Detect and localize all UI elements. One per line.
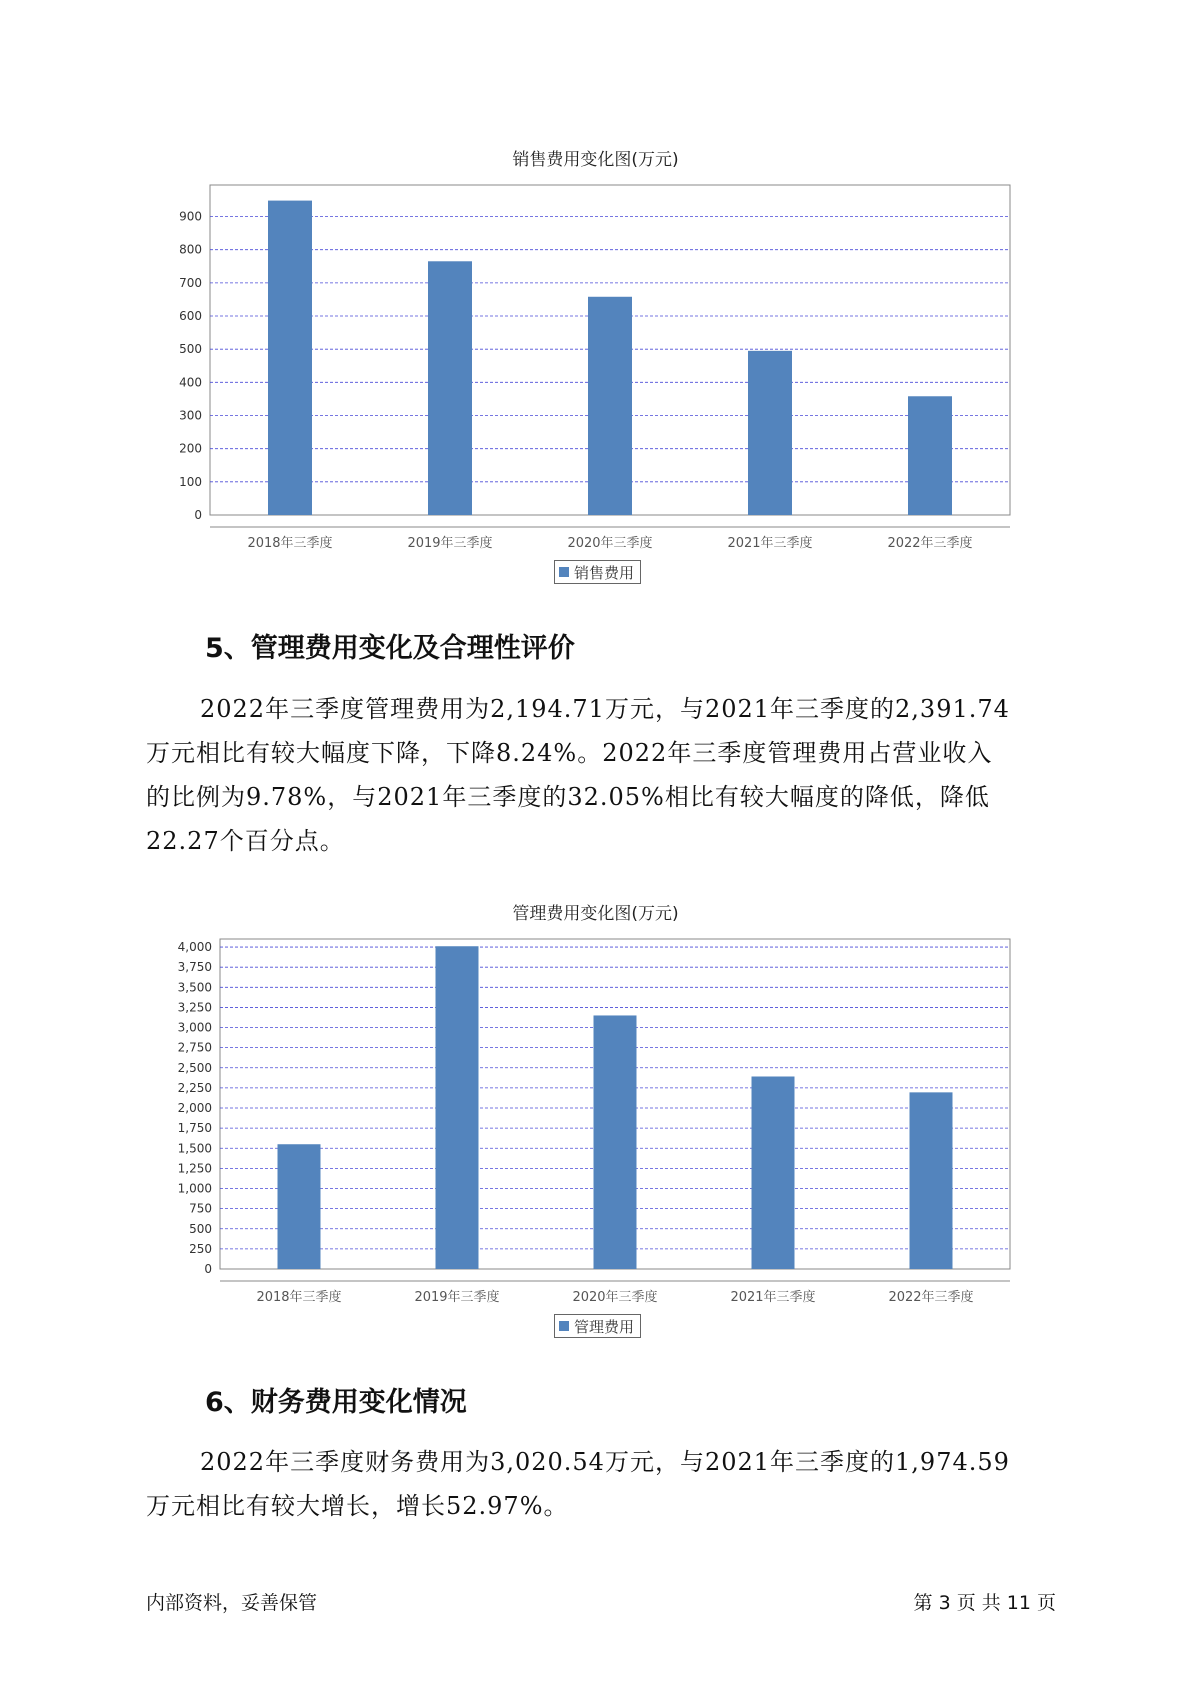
y-tick-label: 500	[179, 342, 202, 357]
sales-expense-chart	[0, 140, 1191, 600]
y-tick-label: 100	[179, 474, 202, 489]
y-tick-label: 0	[204, 1262, 212, 1276]
y-tick-label: 4,000	[177, 940, 212, 955]
paragraph-line: 万元相比有较大幅度下降，下降8.24%。2022年三季度管理费用占营业收入	[146, 739, 993, 767]
y-tick-label: 800	[179, 242, 202, 257]
y-tick-label: 1,500	[177, 1141, 212, 1156]
y-tick-label: 250	[189, 1241, 212, 1256]
bar	[436, 946, 479, 1269]
y-tick-label: 1,750	[177, 1121, 212, 1136]
section-5-paragraph	[146, 687, 1056, 863]
legend-swatch	[559, 1321, 569, 1331]
y-tick-label: 600	[179, 309, 202, 324]
paragraph-line: 的比例为9.78%，与2021年三季度的32.05%相比有较大幅度的降低，降低	[146, 783, 990, 811]
y-tick-label: 0	[194, 508, 202, 522]
sales-expense-plot	[0, 175, 1191, 575]
bar	[428, 261, 472, 515]
y-tick-label: 3,000	[177, 1020, 212, 1035]
y-tick-label: 400	[179, 375, 202, 390]
paragraph-line: 22.27个百分点。	[146, 827, 345, 855]
y-tick-label: 3,750	[177, 960, 212, 975]
legend-label: 销售费用	[574, 563, 635, 582]
x-tick-label: 2020年三季度	[567, 536, 653, 551]
x-tick-label: 2018年三季度	[247, 536, 333, 551]
management-expense-plot	[0, 929, 1191, 1329]
x-tick-label: 2022年三季度	[888, 1290, 974, 1305]
section-6-heading: 6、财务费用变化情况	[205, 1387, 467, 1418]
bar	[752, 1076, 795, 1269]
section-5-heading: 5、管理费用变化及合理性评价	[205, 633, 575, 664]
y-tick-label: 500	[189, 1221, 212, 1236]
chart-legend	[554, 560, 641, 584]
x-tick-label: 2021年三季度	[730, 1290, 816, 1305]
y-tick-label: 2,000	[177, 1101, 212, 1116]
legend-label: 管理费用	[574, 1317, 635, 1336]
x-tick-label: 2020年三季度	[572, 1290, 658, 1305]
bar	[268, 201, 312, 515]
x-tick-label: 2019年三季度	[407, 536, 493, 551]
y-tick-label: 2,500	[177, 1060, 212, 1075]
section-6-paragraph	[146, 1440, 1056, 1528]
footer-page-number: 第 3 页 共 11 页	[913, 1592, 1056, 1614]
bar	[278, 1144, 321, 1269]
bar	[908, 396, 952, 515]
paragraph-line: 2022年三季度财务费用为3,020.54万元，与2021年三季度的1,974.59	[200, 1448, 1010, 1476]
y-tick-label: 750	[189, 1201, 212, 1216]
y-tick-label: 300	[179, 408, 202, 423]
y-tick-label: 700	[179, 275, 202, 290]
bar	[910, 1092, 953, 1269]
management-expense-chart	[0, 894, 1191, 1354]
y-tick-label: 900	[179, 209, 202, 224]
y-tick-label: 200	[179, 441, 202, 456]
legend-swatch	[559, 567, 569, 577]
paragraph-line: 万元相比有较大增长，增长52.97%。	[146, 1492, 569, 1520]
x-tick-label: 2019年三季度	[414, 1290, 500, 1305]
chart-title: 管理费用变化图(万元)	[512, 904, 679, 924]
x-tick-label: 2018年三季度	[256, 1290, 342, 1305]
bar	[748, 351, 792, 515]
y-tick-label: 3,250	[177, 1000, 212, 1015]
chart-title: 销售费用变化图(万元)	[512, 150, 679, 170]
footer-confidential-note: 内部资料，妥善保管	[146, 1592, 318, 1614]
paragraph-line: 2022年三季度管理费用为2,194.71万元，与2021年三季度的2,391.74	[200, 695, 1010, 723]
x-tick-label: 2021年三季度	[727, 536, 813, 551]
x-tick-label: 2022年三季度	[887, 536, 973, 551]
bar	[588, 297, 632, 515]
bar	[594, 1015, 637, 1269]
y-tick-label: 2,250	[177, 1080, 212, 1095]
y-tick-label: 1,250	[177, 1161, 212, 1176]
chart-legend	[554, 1314, 641, 1338]
y-tick-label: 2,750	[177, 1040, 212, 1055]
y-tick-label: 3,500	[177, 980, 212, 995]
y-tick-label: 1,000	[177, 1181, 212, 1196]
